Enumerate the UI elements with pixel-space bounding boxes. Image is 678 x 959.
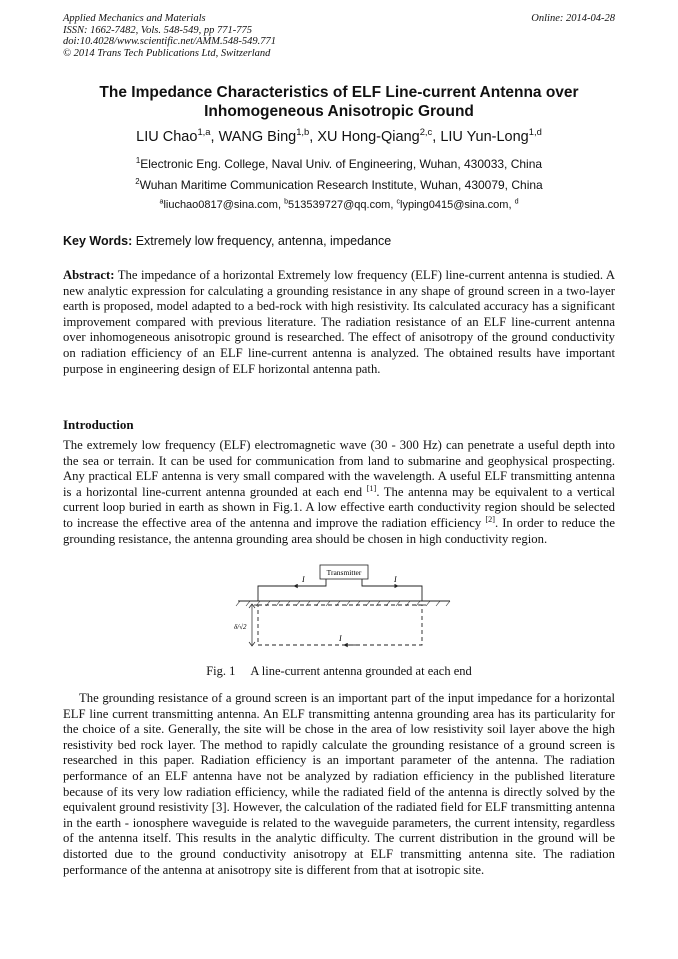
- depth-dimension: [249, 604, 255, 646]
- keywords-label: Key Words:: [63, 234, 133, 248]
- abstract-label: Abstract:: [63, 268, 115, 282]
- email-sup: c: [396, 197, 401, 206]
- author: [136, 126, 219, 145]
- title-line-2: Inhomogeneous Anisotropic Ground: [204, 103, 474, 120]
- email-text: 513539727@qq.com,: [288, 199, 397, 211]
- citation-ref[interactable]: [2]: [485, 514, 495, 524]
- affiliation-text: Electronic Eng. College, Naval Univ. of Engineering, Wuhan, 430033, China: [140, 157, 543, 171]
- author-name: XU Hong-Qiang: [317, 129, 420, 145]
- affiliation-sup: 1: [135, 156, 141, 165]
- author-sep: ,: [309, 129, 318, 145]
- affiliation-2: [63, 178, 615, 193]
- citation-ref[interactable]: [1]: [366, 483, 377, 493]
- section-heading-introduction: Introduction: [63, 417, 134, 432]
- intro-paragraph-1: [63, 438, 615, 547]
- figure-1-diagram: [232, 562, 456, 658]
- current-label-left: I: [302, 575, 305, 584]
- author-sup: 1,d: [528, 126, 542, 138]
- email-sup: a: [159, 197, 164, 206]
- online-date: Online: 2014-04-28: [531, 13, 615, 24]
- doi-line: doi:10.4028/www.scientific.net/AMM.548-549.771: [63, 36, 276, 47]
- journal-name: Applied Mechanics and Materials: [63, 13, 206, 24]
- figure-1-caption: Fig. 1 A line-current antenna grounded at each end: [206, 664, 472, 678]
- intro-paragraph-2: The grounding resistance of a ground screen is an important part of the input impedance for a horizontal ELF line current transmitting antenna. An ELF transmitting antenna grounding area has its particularity for the choice of a site. Generally, the site will be chose in the area of low resistivity soil layer above the high resistivity bed rock layer. The method to rapidly calculate the grounding resistance of a ground screen is researched in this paper. Radiation efficiency is an important parameter of the antenna. The radiation performance of an ELF antenna have not be analyzed by radiation efficiency in the published literature because of its very low radiation efficiency, while the radiated field of the antenna is directly solved by the equivalent ground resistivity [3]. However, the calculation of the radiated field for ELF transmitting antenna in the earth - ionosphere waveguide is related to the waveguide parameters, the current intensity, regardless of the antenna itself. This results in the analytic difficulty. The current distribution in the ground will be distorted due to the ground conductivity anisotropy at ELF transmitting antenna site. The radiation performance of the antenna at anisotropy site is different from that at isotropic site.: [63, 691, 615, 877]
- email-sup: b: [284, 197, 289, 206]
- abstract-text: The impedance of a horizontal Extremely low frequency (ELF) line-current antenna is studied. A new analytic expression for calculating a grounding resistance in any shape of ground screen in a two-layer earth is proposed, model adapted to a bed-rock with high resistivity. Its calculated accuracy has a significant improvement compared with previous literature. The radiation resistance of an ELF line-current antenna over inhomogeneous anisotropic ground is researched. The effect of anisotropy of the ground conductivity on radiation efficiency of an ELF line-current antenna is analyzed. The obtained results have important purpose in engineering design of ELF horizontal antenna path.: [63, 268, 615, 376]
- affiliation-sup: 2: [135, 177, 140, 186]
- affiliation-1: [63, 157, 615, 172]
- author-name: LIU Chao: [136, 129, 198, 145]
- author-name: WANG Bing: [218, 129, 297, 145]
- intro-text: . The antenna may be equivalent to a vertical current loop buried in earth as shown in Fig.1. A low effective earth conductivity region should be selected to increase the effective area of the antenna and improve the radiation efficiency: [63, 484, 615, 530]
- author: [317, 126, 441, 145]
- author-sup: 2,c: [419, 126, 433, 138]
- email-text: lyping0415@sina.com,: [400, 199, 515, 211]
- email-list: [63, 198, 615, 212]
- transmitter-label: Transmitter: [326, 568, 362, 577]
- paper-title: [63, 83, 615, 121]
- author-sup: 1,b: [296, 126, 310, 138]
- affiliation-text: Wuhan Maritime Communication Research Institute, Wuhan, 430079, China: [139, 178, 543, 192]
- transmitter-box: [320, 565, 368, 579]
- email-sup: d: [514, 197, 519, 206]
- copyright-line: © 2014 Trans Tech Publications Ltd, Switzerland: [63, 47, 271, 59]
- current-label-bottom: I: [339, 634, 342, 643]
- issn-line: ISSN: 1662-7482, Vols. 548-549, pp 771-775: [63, 24, 252, 36]
- journal-header: [63, 13, 615, 59]
- antenna-wire: [258, 579, 422, 601]
- keywords: [63, 234, 615, 249]
- abstract: [63, 268, 615, 377]
- intro-text: The extremely low frequency (ELF) electromagnetic wave (30 - 300 Hz) can penetrate a useful depth into the sea or terrain. It can be used for communication from land to submarine and geophysical prospecting. Any practical ELF antenna is very small compared with the wavelength. A useful ELF transmitting antenna is a horizontal line-current antenna grounded at each end: [63, 438, 615, 499]
- title-line-1: The Impedance Characteristics of ELF Line-current Antenna over: [99, 84, 579, 101]
- current-label-right: I: [394, 575, 397, 584]
- keywords-text: Extremely low frequency, antenna, impedance: [132, 234, 392, 248]
- depth-label: δ/√2: [234, 623, 247, 631]
- author: [218, 126, 318, 145]
- author-name: LIU Yun-Long: [440, 129, 529, 145]
- email-text: liuchao0817@sina.com,: [163, 199, 285, 211]
- author-list: [63, 128, 615, 146]
- author-sep: ,: [432, 129, 441, 145]
- author-sep: ,: [210, 129, 219, 145]
- author: [440, 126, 542, 145]
- author-sup: 1,a: [197, 126, 211, 138]
- intro-text: . In order to reduce the grounding resistance, the antenna grounding area should be chosen in high conductivity region.: [63, 515, 615, 546]
